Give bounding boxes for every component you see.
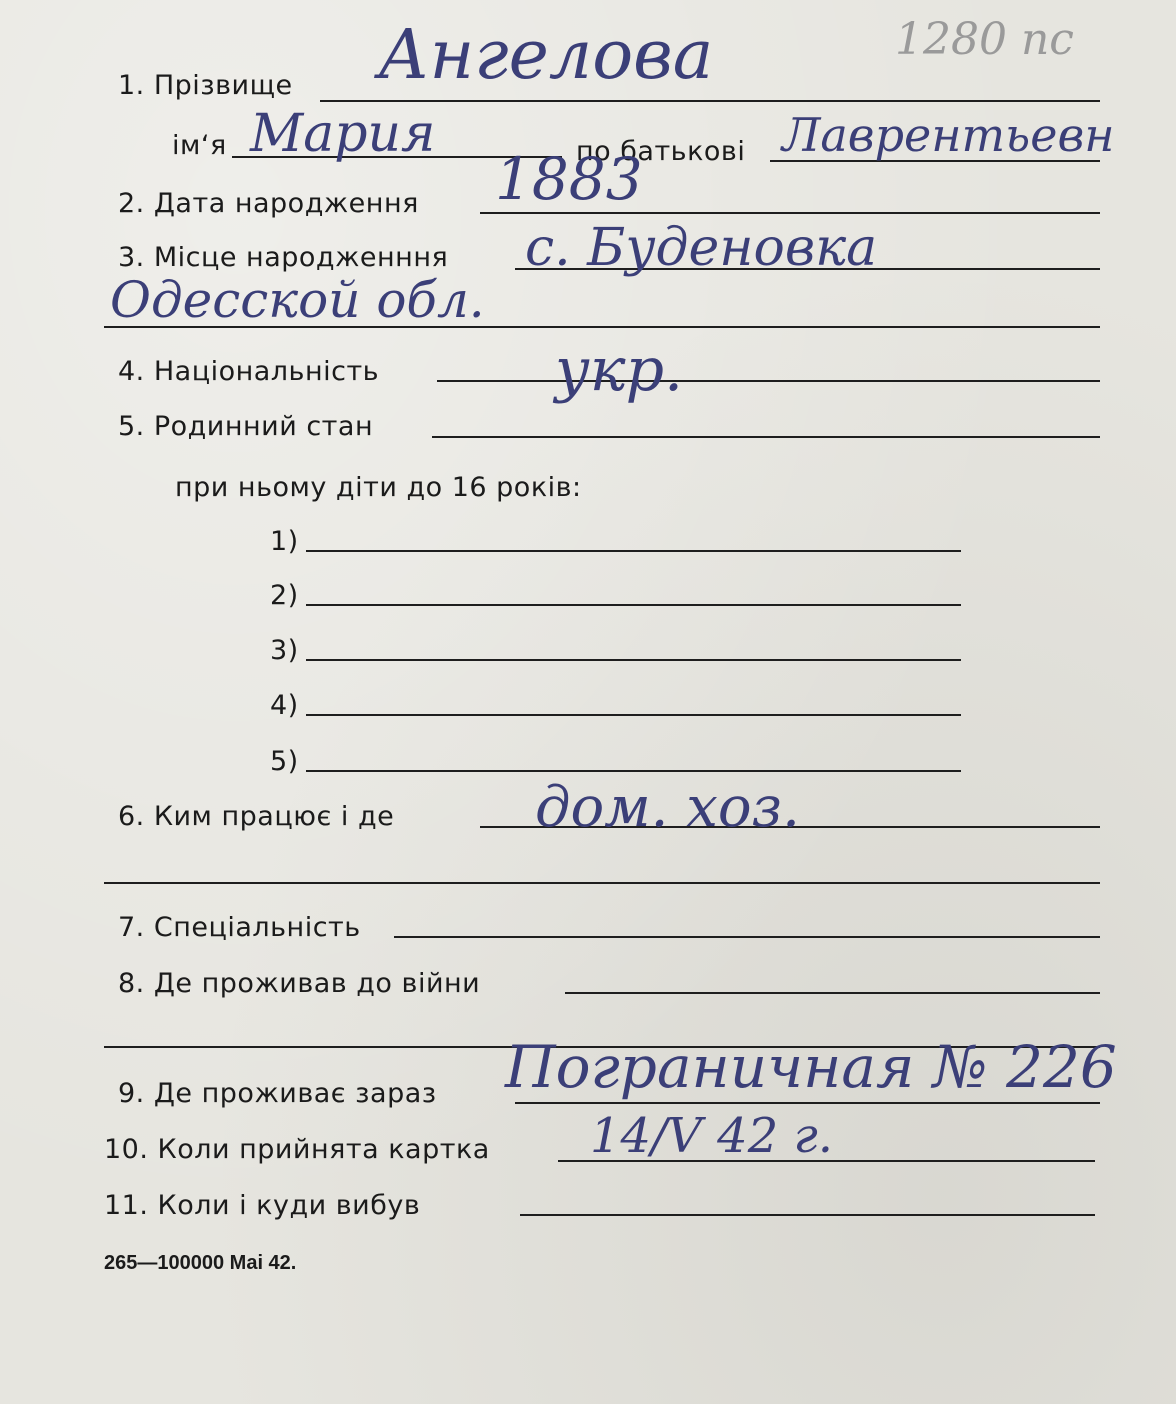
current-value: Пограничная № 226 [505,1033,1117,1101]
marital-label: 5. Родинний стан [118,411,374,442]
name-value: Мария [250,104,436,164]
birth-date-value: 1883 [495,145,643,213]
birth-place-label: 3. Місце народженння [118,242,449,273]
nationality-line [437,380,1100,382]
child-5-label: 5) [270,746,299,777]
prewar-line [565,992,1100,994]
work-label: 6. Ким працює і де [118,801,395,832]
work-value: дом. хоз. [535,775,800,840]
accepted-label: 10. Коли прийнята картка [104,1134,490,1165]
current-label: 9. Де проживає зараз [118,1078,437,1109]
birth-place-value-1: с. Буденовка [525,218,878,278]
marital-line [432,436,1100,438]
child-2-label: 2) [270,580,299,611]
surname-value: Ангелова [378,16,714,95]
patronymic-value: Лаврентьевн [782,108,1115,162]
departed-line [520,1214,1095,1216]
child-3-label: 3) [270,635,299,666]
surname-label: 1. Прізвище [118,70,293,101]
specialty-line [394,936,1100,938]
child-4-line [306,714,961,716]
current-line [515,1102,1100,1104]
print-info: 265—100000 Mai 42. [104,1252,297,1274]
child-1-label: 1) [270,526,299,557]
nationality-value: укр. [555,335,684,405]
departed-label: 11. Коли і куди вибув [104,1190,421,1221]
specialty-label: 7. Спеціальність [118,912,361,943]
child-4-label: 4) [270,690,299,721]
child-3-line [306,659,961,661]
child-5-line [306,770,961,772]
child-2-line [306,604,961,606]
child-1-line [306,550,961,552]
surname-line [320,100,1100,102]
name-label: ім‘я [172,130,227,161]
patronymic-label: по батькові [576,136,746,167]
birth-place-value-2: Одесской обл. [110,271,485,329]
work-line-2 [104,882,1100,884]
children-label: при ньому діти до 16 років: [175,472,582,503]
birth-date-label: 2. Дата народження [118,188,419,219]
prewar-label: 8. Де проживав до війни [118,968,481,999]
archive-number: 1280 пс [895,14,1074,65]
accepted-value: 14/V 42 г. [590,1108,834,1164]
nationality-label: 4. Національність [118,356,380,387]
